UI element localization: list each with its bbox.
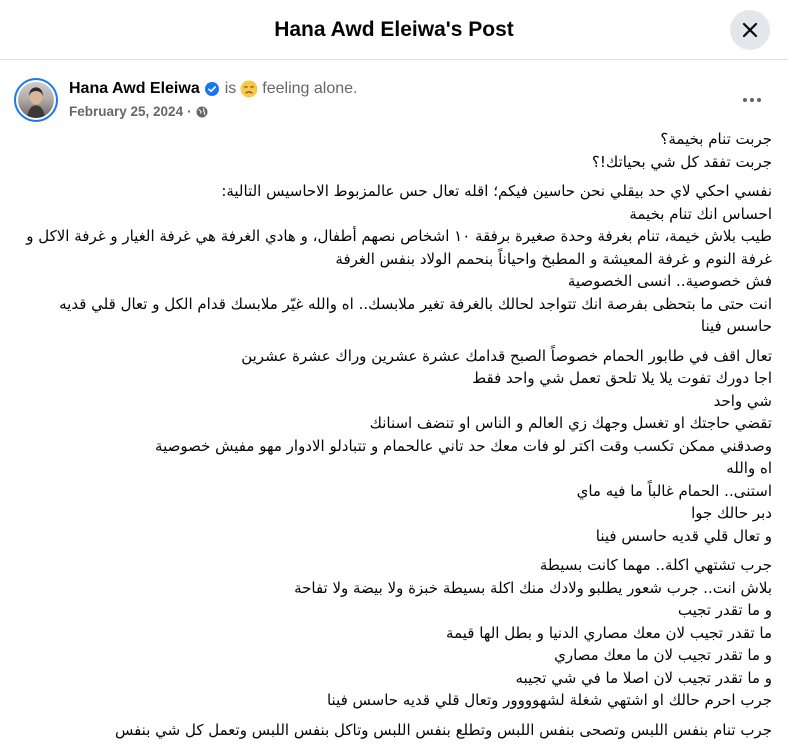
close-button[interactable] — [730, 10, 770, 50]
post-line: تعال اقف في طابور الحمام خصوصاً الصبح قدامك عشرة عشرين وراك عشرة عشرين — [241, 346, 772, 365]
avatar-photo — [18, 82, 54, 118]
post-line: جربت تنام بخيمة؟ — [660, 130, 772, 148]
more-options-icon — [742, 97, 762, 103]
sad-face-emoji-icon — [240, 80, 258, 98]
author-name[interactable]: Hana Awd Eleiwa — [69, 80, 200, 97]
dialog-title: Hana Awd Eleiwa's Post — [274, 17, 514, 41]
post-line: دبر حالك جوا — [691, 504, 772, 522]
post-text — [18, 128, 772, 744]
post-line: استنى.. الحمام غالباً ما فيه ماي — [576, 481, 772, 500]
post-line: احساس انك تنام بخيمة — [629, 204, 772, 223]
post-line: و ما تقدر تجيب لان اصلا ما في شي تجيبه — [515, 668, 772, 687]
avatar[interactable] — [14, 78, 58, 122]
post-paragraph — [18, 345, 772, 548]
post-paragraph — [18, 128, 772, 173]
post-line: اجا دورك تفوت يلا يلا تلحق تعمل شي واحد فقط — [472, 369, 772, 387]
post-line: وصدقني ممكن تكسب وقت اكتر لو فات معك حد تاني عالحمام و تتبادلو الادوار مهو مفيش خصوصية — [155, 436, 772, 455]
post-line: جرب تشتهي اكلة.. مهما كانت بسيطة — [539, 556, 772, 574]
post-paragraph — [18, 180, 772, 338]
author-line — [69, 80, 357, 98]
post-line: تقضي حاجتك او تغسل وجهك زي العالم و الناس او تنضف اسنانك — [369, 414, 772, 432]
post-line: شي واحد — [713, 391, 772, 410]
post-header — [14, 76, 774, 126]
post-line: و تعال قلي قديه حاسس فينا — [595, 526, 772, 545]
post-paragraph — [18, 719, 772, 742]
post-dialog-header — [0, 0, 788, 60]
post-line: جربت تفقد كل شي بحياتك!؟ — [591, 152, 772, 171]
is-text: is — [224, 80, 237, 97]
close-icon — [742, 22, 758, 38]
post-date[interactable]: February 25, 2024 — [69, 104, 184, 119]
post-line: نفسي احكي لاي حد بيقلي نحن حاسين فيكم؛ اقله تعال حس عالمزبوط الاحاسيس التالية: — [221, 182, 772, 200]
feeling-text[interactable]: feeling alone. — [262, 80, 358, 97]
globe-icon[interactable] — [196, 106, 208, 118]
post-paragraph — [18, 554, 772, 712]
post-line: انت حتى ما بتحظى بفرصة انك تتواجد لحالك بالغرفة تغير ملابسك.. اه والله غيّر ملابسك قدام الكل و تعال قلي قديه حاسس فينا — [59, 294, 772, 335]
post-line: فش خصوصية.. انسى الخصوصية — [567, 272, 772, 290]
post-line: اه والله — [726, 459, 772, 477]
post-line: جرب تنام بنفس اللبس وتصحى بنفس اللبس وتطلع بنفس اللبس وتاكل بنفس اللبس وتعمل كل شي بنفس — [114, 720, 772, 739]
post-line: و ما تقدر تجيب — [677, 601, 772, 619]
verified-badge-icon — [205, 82, 219, 96]
post-line: طيب بلاش خيمة، تنام بغرفة وحدة صغيرة برفقة ١٠ اشخاص نصهم أطفال، و هادي الغرفة هي غرفة الغيار و غرفة الاكل و غرفة النوم و غرفة المعيشة و المطبخ واحياناً بنحمم الولاد بنفس الغرفة — [26, 227, 772, 268]
post-line: جرب احرم حالك او اشتهي شغلة لشهوووور وتعال قلي قديه حاسس فينا — [326, 691, 772, 709]
separator-dot: · — [187, 104, 192, 119]
post-line: ما تقدر تجيب لان معك مصاري الدنيا و بطل الها قيمة — [446, 623, 772, 642]
more-options-button[interactable] — [734, 86, 770, 114]
post-line: بلاش انت.. جرب شعور يطلبو ولادك منك اكلة بسيطة خبزة ولا بيضة ولا تفاحة — [294, 578, 772, 597]
post-line: و ما تقدر تجيب لان ما معك مصاري — [554, 646, 772, 664]
post-meta — [69, 104, 208, 119]
